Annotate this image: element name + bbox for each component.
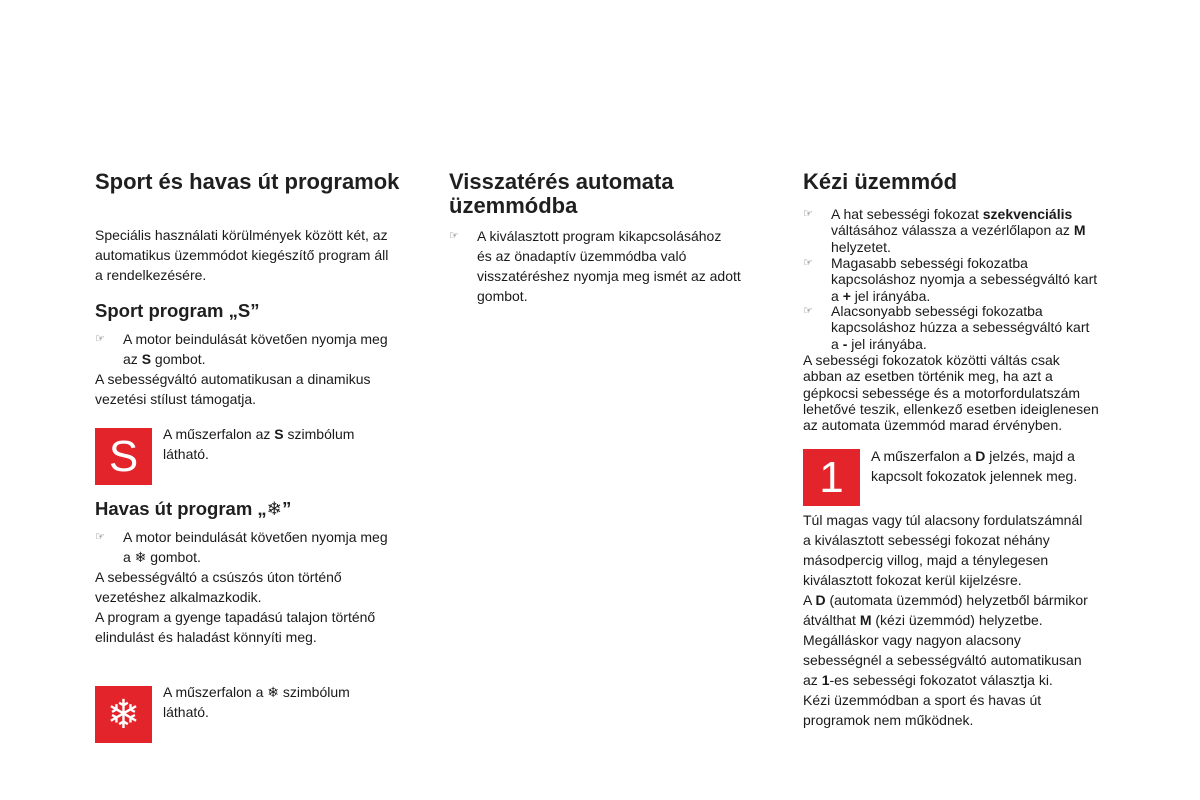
manual-icon-caption: A műszerfalon a D jelzés, majd a kapcsolt fokozatok jelennek meg. [871,448,1078,484]
section-title-return-auto: Visszatérés automata üzemmódba [449,169,674,218]
manual-bullet-1: ☞ A hat sebességi fokozat szekvenciális váltásához válassza a vezérlőlapon az M helyzetet. [803,206,1086,255]
section-title-manual: Kézi üzemmód [803,169,958,194]
intro-paragraph: Speciális használati körülmények között két, az automatikus üzemmódot kiegészítő program áll a rendelkezésére. [95,227,389,283]
snow-bullet: ☞ A motor beindulását követően nyomja meg a ❄ gombot. [95,529,388,565]
sport-heading: Sport program „S” [95,300,260,321]
bullet-marker-icon: ☞ [803,305,813,317]
sport-text: A sebességváltó automatikusan a dinamikus vezetési stílust támogatja. [95,371,371,407]
bullet-marker-icon: ☞ [95,531,105,543]
sport-bullet: ☞ A motor beindulását követően nyomja meg az S gombot. [95,331,388,367]
snow-heading: Havas út program „❄” [95,498,292,519]
snowflake-icon: ❄ [95,686,152,743]
bullet-marker-icon: ☞ [803,257,813,269]
manual-bullet-2: ☞ Magasabb sebességi fokozatba kapcsoláshoz nyomja a sebességváltó kart a + jel irányába. [803,255,1098,304]
bullet-marker-icon: ☞ [803,208,813,220]
sport-icon-caption: A műszerfalon az S szimbólum látható. [163,426,355,462]
gear-1-icon: 1 [803,449,860,506]
sport-s-icon: S [95,428,152,485]
bullet-marker-icon: ☞ [449,230,459,242]
manual-bullet-3: ☞ Alacsonyabb sebességi fokozatba kapcsoláshoz húzza a sebességváltó kart a - jel irányába. [803,303,1090,352]
manual-text-2: Túl magas vagy túl alacsony fordulatszámnál a kiválasztott sebességi fokozat néhány másodpercig villog, majd a ténylegesen kiválasztott fokozat kerül kijelzésre. A D (automata üzemmód) helyzetből bármikor átválthat M (kézi üzemmód) helyzetbe. Megálláskor vagy nagyon alacsony sebességnél a sebességváltó automatikusan az 1-es sebességi fokozatot választja ki. Kézi üzemmódban a sport és havas út programok nem működnek. [803,512,1088,728]
snow-text: A sebességváltó a csúszós úton történő vezetéshez alkalmazkodik. A program a gyenge tapadású talajon történő elindulást és haladást könnyíti meg. [95,569,376,645]
snow-icon-caption: A műszerfalon a ❄ szimbólum látható. [163,684,350,720]
return-bullet: ☞ A kiválasztott program kikapcsolásához és az önadaptív üzemmódba való visszatéréshez nyomja meg ismét az adott gombot. [449,228,741,304]
bullet-marker-icon: ☞ [95,333,105,345]
section-title-sport-snow: Sport és havas út programok [95,169,400,194]
manual-text-1: A sebességi fokozatok közötti váltás csak abban az esetben történik meg, ha azt a gépkocsi sebessége és a motorfordulatszám lehetővé teszik, ellenkező esetben ideiglenesen az automata üzemmód marad érvényben. [803,352,1099,434]
